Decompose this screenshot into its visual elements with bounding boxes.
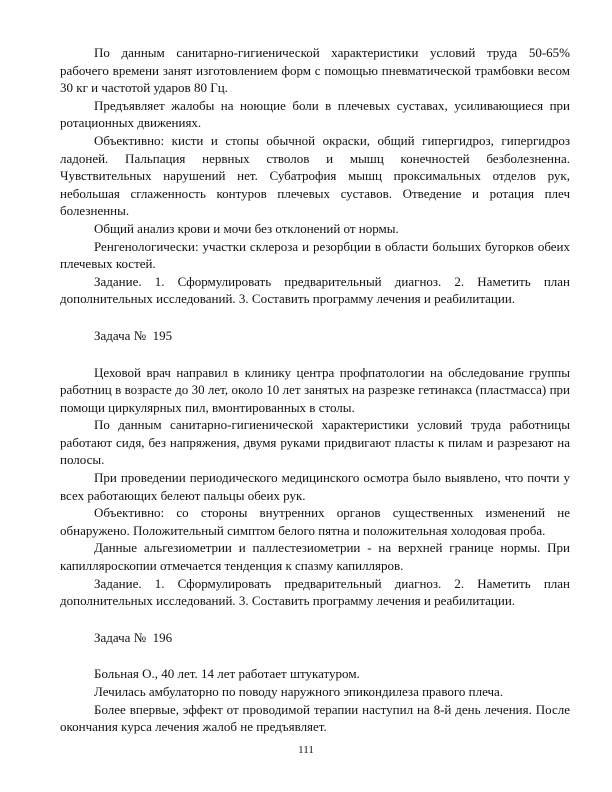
case-195-paragraph-3: При проведении периодического медицинского осмотра было выявлено, что почти у всех работающих белеют пальцы обеих рук. <box>60 470 570 503</box>
case-196-heading: Задача № 196 <box>94 629 173 645</box>
case-196-paragraph-2: Лечилась амбулаторно по поводу наружного эпикондилеза правого плеча. <box>94 684 504 699</box>
page-number: 111 <box>298 744 314 756</box>
case-194-paragraph-3: Объективно: кисти и стопы обычной окраски, общий гипергидроз, гипергидроз ладоней. Пальпация нервных стволов и мышц конечностей безболезненна. Чувствительных нарушений нет. Субатрофия мышц проксимальных отделов рук, небольшая сглаженность контуров плечевых суставов. Отведение и ротация плеч болезненны. <box>60 132 570 219</box>
page-body <box>60 44 570 736</box>
case-195-paragraph-1: Цеховой врач направил в клинику центра профпатологии на обследование группы работниц в возрасте до 30 лет, около 10 лет занятых на разрезке гетинакса (пластмасса) при помощи циркулярных пил, вмонтированных в столы. <box>60 364 570 415</box>
case-194-paragraph-5: Ренгенологически: участки склероза и резорбции в области больших бугорков обеих плечевых костей. <box>60 238 570 272</box>
case-196-paragraph-3: Более впервые, эффект от проводимой терапии наступил на 8-й день лечения. После окончания курса лечения жалоб не предъявляет. <box>60 701 570 735</box>
case-195-task: Задание. 1. Сформулировать предварительный диагноз. 2. Наметить план дополнительных исследований. 3. Составить программу лечения и реабилитации. <box>60 575 570 609</box>
case-196-paragraph-1: Больная О., 40 лет. 14 лет работает штукатуром. <box>94 666 360 682</box>
case-195-paragraph-2: По данным санитарно-гигиенической характеристики условий труда работницы работают сидя, без напряжения, двумя руками придвигают пласты к пилам и разрезают на полосы. <box>60 417 570 468</box>
case-194-paragraph-4: Общий анализ крови и мочи без отклонений от нормы. <box>94 220 399 236</box>
case-195-heading: Задача № 195 <box>94 327 173 343</box>
case-194-paragraph-2: Предъявляет жалобы на ноющие боли в плечевых суставах, усиливающиеся при ротационных движениях. <box>60 97 570 131</box>
case-195-paragraph-4: Объективно: со стороны внутренних органов существенных изменений не обнаружено. Положительный симптом белого пятна и положительная холодовая проба. <box>60 505 570 538</box>
case-194-paragraph-1: По данным санитарно-гигиенической характеристики условий труда 50-65% рабочего времени занят изготовлением форм с помощью пневматической трамбовки весом 30 кг и частотой ударов 80 Гц. <box>60 45 570 96</box>
case-194-task: Задание. 1. Сформулировать предварительный диагноз. 2. Наметить план дополнительных исследований. 3. Составить программу лечения и реабилитации. <box>60 273 570 307</box>
case-195-paragraph-5: Данные альгезиометрии и паллестезиометрии - на верхней границе нормы. При капилляроскопии отмечается тенденция к спазму капилляров. <box>60 540 570 574</box>
